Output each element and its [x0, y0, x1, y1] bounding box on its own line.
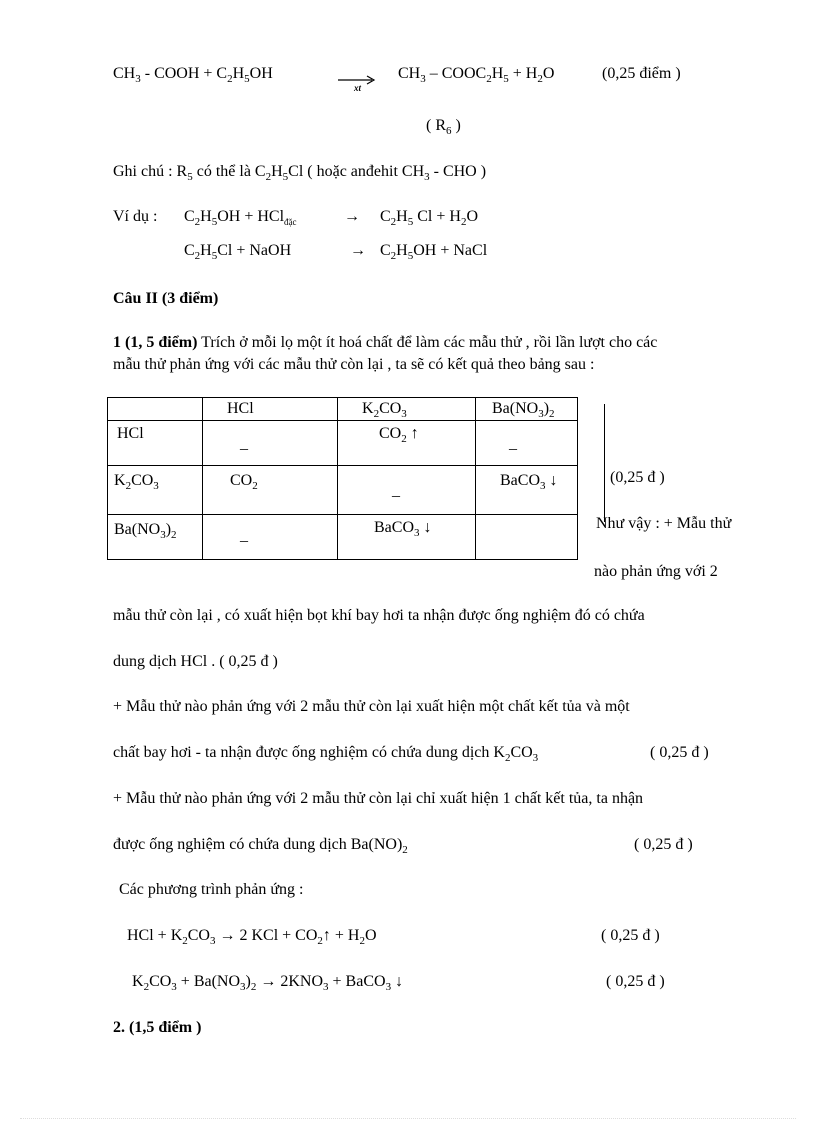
subscript: 3	[532, 752, 539, 764]
cell-text: $CO_2$	[230, 472, 258, 492]
formula-text: – COOC	[425, 65, 487, 82]
header-text: $K_2CO_3$	[362, 400, 407, 420]
score-label: ( 0,25 đ )	[650, 744, 709, 761]
page-bottom-rule	[20, 1118, 796, 1119]
formula-text: OH	[249, 65, 273, 82]
subscript: 5	[211, 216, 218, 228]
subscript: 2	[486, 73, 492, 85]
label-text: ( R	[426, 117, 446, 134]
equation-1	[127, 926, 377, 946]
conclusion-line	[113, 835, 408, 855]
subscript: 2	[504, 752, 511, 764]
part1-heading: 1 (1, 5 điểm)	[113, 334, 198, 351]
conclusion-line: + Mẫu thử nào phản ứng với 2 mẫu thử còn lại xuất hiện một chất kết tủa và một	[113, 698, 630, 715]
subscript: 5	[407, 250, 414, 262]
table-header-hcl	[203, 398, 338, 421]
formula-text: C	[184, 208, 195, 225]
table-cell	[203, 421, 338, 466]
subscript: 2	[390, 250, 397, 262]
subscript: 2	[317, 935, 323, 947]
subscript: 2	[194, 216, 201, 228]
reaction-esterification	[113, 64, 273, 84]
formula-text: K	[132, 973, 144, 990]
formula-text: C	[184, 242, 195, 259]
subscript: 2	[402, 844, 408, 856]
formula-text: + H	[508, 65, 538, 82]
paragraph-text: chất bay hơi - ta nhận được ống nghiệm có chứa dung dịch K	[113, 744, 505, 761]
cell-text: _	[392, 482, 400, 499]
score-label: ( 0,25 đ )	[606, 973, 665, 990]
table-corner-cell	[108, 398, 203, 421]
subscript: 3	[135, 73, 141, 85]
formula-text: + BaCO	[328, 973, 386, 990]
paragraph-text: Trích ở mỗi lọ một ít hoá chất để làm các mẫu thử , rồi lần lượt cho các	[197, 334, 658, 351]
table-score: (0,25 đ )	[610, 469, 665, 486]
example-equation-1	[184, 207, 297, 227]
table-side-divider	[604, 404, 605, 522]
note-text: có thể là C	[192, 163, 266, 180]
note-text: Cl ( hoặc anđehit CH	[288, 163, 425, 180]
arrow-icon: →	[350, 242, 366, 259]
table-row	[108, 466, 578, 515]
equations-heading: Các phương trình phản ứng :	[119, 881, 304, 898]
example-equation-1-product	[380, 207, 478, 227]
cell-text: _	[240, 527, 248, 544]
cell-text: $Ba(NO_3)_2$	[114, 521, 177, 541]
subscript: đặc	[284, 217, 297, 227]
subscript: 5	[211, 250, 218, 262]
subscript: 2	[250, 981, 257, 993]
score-label: (0,25 điểm )	[602, 65, 681, 82]
formula-text: + Ba(NO	[176, 973, 241, 990]
conclusion-line	[113, 743, 538, 763]
equation-2	[132, 972, 403, 992]
table-row-label	[108, 466, 203, 515]
subscript: 5	[407, 216, 414, 228]
subscript: 3	[323, 981, 329, 993]
paragraph-text: CO	[510, 744, 533, 761]
table-row-label	[108, 421, 203, 466]
formula-text: H	[232, 65, 245, 82]
subscript: 2	[227, 73, 233, 85]
subscript: 2	[143, 981, 150, 993]
formula-text: CH	[113, 65, 136, 82]
formula-text: Cl + H	[413, 208, 461, 225]
conclusion-line: + Mẫu thử nào phản ứng với 2 mẫu thử còn lại chỉ xuất hiện 1 chất kết tủa, ta nhận	[113, 790, 644, 807]
table-row	[108, 515, 578, 560]
formula-text: H	[200, 242, 212, 259]
formula-text: OH + HCl	[217, 208, 285, 225]
formula-text: ↑ + H	[322, 927, 360, 944]
conclusion-line: dung dịch HCl . ( 0,25 đ )	[113, 653, 278, 670]
label-text: )	[451, 117, 461, 134]
part1-line2: mẫu thử phản ứng với các mẫu thử còn lại , ta sẽ có kết quả theo bảng sau :	[113, 356, 595, 373]
arrow-icon: →	[344, 208, 360, 225]
formula-text: O	[466, 208, 478, 225]
subscript: 3	[385, 981, 392, 993]
subscript: 3	[420, 73, 426, 85]
table-cell	[476, 466, 578, 515]
subscript: 2	[390, 216, 397, 228]
part2-heading: 2. (1,5 điểm )	[113, 1019, 202, 1036]
formula-text: C	[380, 208, 391, 225]
table-cell	[338, 421, 476, 466]
formula-text: CO	[187, 927, 210, 944]
conclusion-line: mẫu thử còn lại , có xuất hiện bọt khí bay hơi ta nhận được ống nghiệm đó có chứa	[113, 607, 645, 624]
table-cell	[476, 515, 578, 560]
arrow-condition: xt	[354, 83, 362, 93]
formula-text: H	[491, 65, 504, 82]
note-text: H	[271, 163, 283, 180]
note-text: - CHO )	[429, 163, 487, 180]
subscript: 6	[446, 125, 452, 137]
subscript: 5	[503, 73, 509, 85]
formula-text: H	[396, 242, 408, 259]
conclusion-line: Như vậy : + Mẫu thử	[596, 515, 732, 532]
example-label: Ví dụ :	[113, 208, 158, 225]
formula-text: → 2KNO	[256, 973, 324, 990]
table-cell	[476, 421, 578, 466]
table-cell	[203, 515, 338, 560]
formula-text: Cl + NaOH	[217, 242, 292, 259]
table-header-bano32	[476, 398, 578, 421]
table-cell	[338, 466, 476, 515]
cell-text: $K_2CO_3$	[114, 472, 159, 492]
subscript: 5	[244, 73, 250, 85]
section-heading-cau-2: Câu II (3 điểm)	[113, 290, 219, 307]
cell-text: BaCO$_3$ ↓	[500, 472, 558, 492]
formula-text: O	[542, 65, 555, 82]
example-equation-2-product	[380, 241, 487, 261]
subscript: 3	[424, 171, 430, 183]
subscript: 3	[209, 935, 216, 947]
formula-text: → 2 KCl + CO	[215, 927, 318, 944]
table-header-row	[108, 398, 578, 421]
cell-text: _	[240, 435, 248, 452]
part1-line1	[113, 333, 657, 353]
subscript: 5	[282, 171, 289, 183]
subscript: 2	[265, 171, 272, 183]
table-header-k2co3	[338, 398, 476, 421]
product-label-r6	[426, 116, 461, 136]
formula-text: O	[364, 927, 377, 944]
formula-text: CH	[398, 65, 421, 82]
conclusion-line: nào phản ứng với 2	[594, 563, 718, 580]
table-cell	[338, 515, 476, 560]
cell-text: $CO_2$ ↑	[379, 425, 419, 445]
subscript: 2	[182, 935, 188, 947]
note-text: Ghi chú : R	[113, 163, 188, 180]
subscript: 2	[359, 935, 365, 947]
formula-text: C	[380, 242, 391, 259]
header-text: HCl	[227, 400, 254, 417]
formula-text: ↓	[391, 973, 404, 990]
subscript: 2	[194, 250, 201, 262]
formula-text: H	[200, 208, 212, 225]
table-cell	[203, 466, 338, 515]
header-text: $Ba(NO_3)_2$	[492, 400, 555, 420]
score-label: ( 0,25 đ )	[634, 836, 693, 853]
paragraph-text: được ống nghiệm có chứa dung dịch Ba(NO)	[113, 836, 403, 853]
subscript: 2	[537, 73, 543, 85]
example-equation-2	[184, 241, 291, 261]
cell-text: HCl	[117, 425, 144, 442]
note-line	[113, 162, 486, 182]
reaction-results-table	[107, 397, 578, 560]
cell-text: BaCO$_3$ ↓	[374, 519, 432, 539]
formula-text: )	[245, 973, 251, 990]
subscript: 5	[187, 171, 193, 183]
formula-text: - COOH + C	[140, 65, 228, 82]
table-row-label	[108, 515, 203, 560]
table-row	[108, 421, 578, 466]
formula-text: H	[396, 208, 408, 225]
formula-text: OH + NaCl	[413, 242, 488, 259]
score-label: ( 0,25 đ )	[601, 927, 660, 944]
subscript: 3	[240, 981, 246, 993]
cell-text: _	[509, 435, 517, 452]
subscript: 2	[460, 216, 467, 228]
reaction-product	[398, 64, 554, 84]
subscript: 3	[171, 981, 177, 993]
formula-text: CO	[149, 973, 172, 990]
formula-text: HCl + K	[127, 927, 183, 944]
